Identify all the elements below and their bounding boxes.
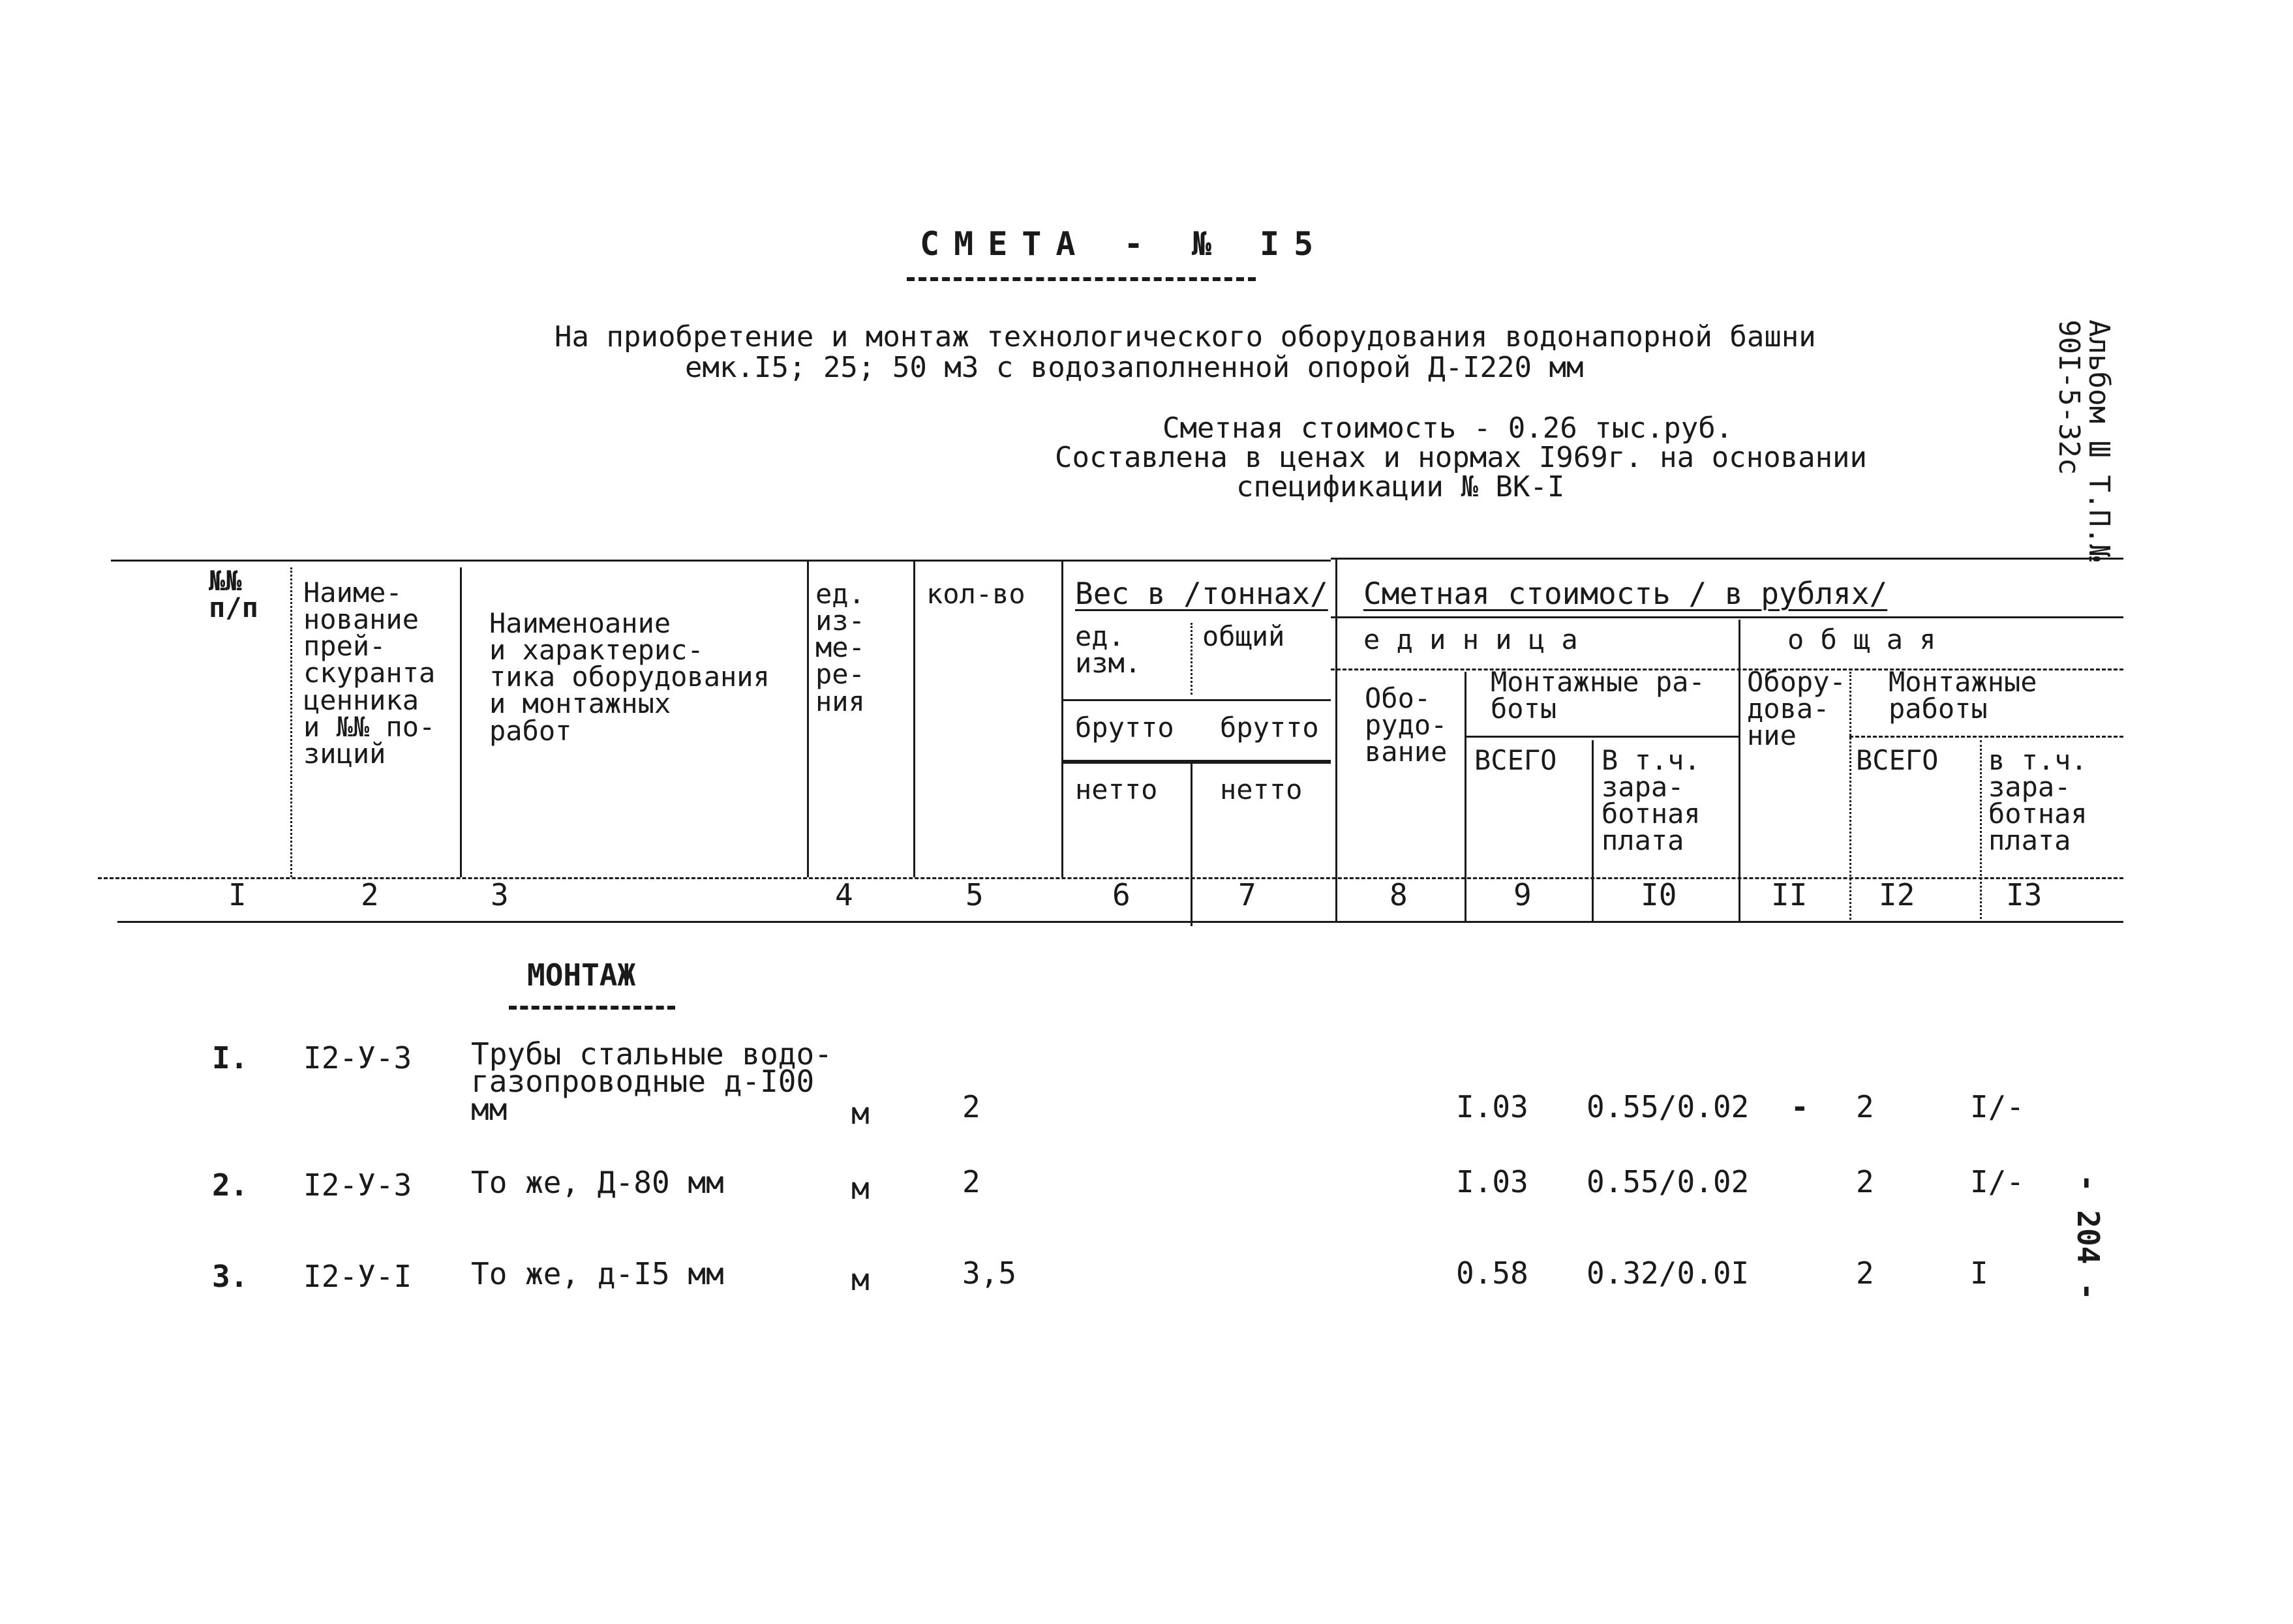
header-pricelist: Наиме- нование прей- скуранта ценника и №№ по- зиций <box>303 577 436 770</box>
col-num-13: I3 <box>2006 877 2042 912</box>
row-2-qty: 2 <box>962 1164 980 1199</box>
page-number: - 204 - <box>2071 1174 2106 1301</box>
row-3-unit: м <box>851 1262 870 1297</box>
album-label-line-1: Альбом Ш Т.П.№ <box>2082 320 2116 562</box>
col-num-5: 5 <box>965 877 984 912</box>
subtitle-line-2: емк.I5; 25; 50 м3 с водозаполненной опорой Д-I220 мм <box>685 351 1584 384</box>
header-weight-unit: ед. изм. <box>1075 620 1142 680</box>
weight-line-2 <box>1063 760 1331 764</box>
row-1-unit: м <box>851 1096 870 1131</box>
vline-11 <box>1849 672 1851 923</box>
row-3-number: 3. <box>212 1259 249 1294</box>
table-top-line <box>111 560 1331 562</box>
header-netto-1: нетто <box>1075 774 1158 805</box>
header-equipment-2: Обору- дова- ние <box>1747 666 1846 752</box>
row-1-name: Трубы стальные водо- газопроводные д-I00 мм <box>471 1036 832 1127</box>
row-2-equipment: I.03 <box>1456 1164 1528 1199</box>
header-all-2: ВСЕГО <box>1856 744 1939 776</box>
header-cost: Сметная стоимость / в рублях/ <box>1363 576 1888 611</box>
weight-line-1 <box>1063 699 1331 701</box>
header-weight-total: общий <box>1202 620 1285 652</box>
header-bottom-line <box>98 877 2123 879</box>
row-1-qty: 2 <box>962 1089 980 1124</box>
header-incl-1: В т.ч. зара- ботная плата <box>1602 744 1701 857</box>
subtitle-line-1: На приобретение и монтаж технологического оборудования водонапорной башни <box>554 320 1816 353</box>
row-2-mounting: 0.55/0.02 <box>1587 1164 1750 1199</box>
vline-9 <box>1592 740 1594 923</box>
row-3-name: То же, д-I5 мм <box>471 1256 724 1291</box>
row-3-general-incl: I <box>1970 1256 1988 1291</box>
basis-line-2: спецификации № ВК-I <box>1236 470 1565 504</box>
col-num-3: 3 <box>491 877 509 912</box>
header-quantity: кол-во <box>926 578 1025 610</box>
col-num-2: 2 <box>361 877 379 912</box>
title-underline <box>907 277 1256 281</box>
row-1-mounting: 0.55/0.02 <box>1587 1089 1750 1124</box>
col-num-10: I0 <box>1641 877 1677 912</box>
vline-3 <box>807 561 809 877</box>
vline-5 <box>1061 561 1063 877</box>
vline-6b <box>1191 763 1192 926</box>
header-name: Наименоание и характерис- тика оборудования и монтажных работ <box>489 607 770 747</box>
vline-4 <box>913 561 915 877</box>
vline-10 <box>1739 620 1740 923</box>
header-number: №№ п/п <box>209 565 258 624</box>
header-unit: ед. из- ме- ре- ния <box>815 578 865 717</box>
header-mounting-2: Монтажные работы <box>1889 666 2037 725</box>
header-cost-general: о б щ а я <box>1787 624 1936 655</box>
album-label <box>2054 320 2114 562</box>
mount1-sub-line <box>1465 736 1739 738</box>
header-brutto-1: брутто <box>1075 712 1174 744</box>
col-num-4: 4 <box>835 877 853 912</box>
vline-2 <box>460 567 462 877</box>
row-3-qty: 3,5 <box>962 1256 1017 1291</box>
header-weight: Вес в /тоннах/ <box>1075 576 1328 611</box>
row-1-dash: - <box>1791 1089 1809 1124</box>
header-mounting-1: Монтажные ра- боты <box>1491 666 1705 725</box>
col-num-1: I <box>228 877 247 912</box>
row-3-mounting: 0.32/0.0I <box>1587 1256 1750 1291</box>
col-num-12: I2 <box>1879 877 1915 912</box>
header-netto-2: нетто <box>1220 774 1303 805</box>
col-num-7: 7 <box>1238 877 1256 912</box>
row-2-general-incl: I/- <box>1970 1164 2025 1199</box>
vline-7 <box>1335 558 1337 923</box>
cost-sub-line <box>1331 616 2123 618</box>
header-equipment-1: Обо- рудо- вание <box>1365 682 1448 768</box>
col-num-6: 6 <box>1112 877 1131 912</box>
header-all-1: ВСЕГО <box>1474 744 1557 776</box>
vline-12 <box>1980 740 1982 923</box>
row-3-general-all: 2 <box>1856 1256 1874 1291</box>
col-num-9: 9 <box>1513 877 1532 912</box>
row-1-general-all: 2 <box>1856 1089 1874 1124</box>
mount2-sub-line <box>1849 736 2123 738</box>
header-brutto-2: брутто <box>1220 712 1319 744</box>
row-3-equipment: 0.58 <box>1456 1256 1528 1291</box>
estimated-cost: Сметная стоимость - 0.26 тыс.руб. <box>1162 412 1733 445</box>
vline-8 <box>1465 672 1466 923</box>
section-title: МОНТАЖ <box>527 957 636 993</box>
row-1-equipment: I.03 <box>1456 1089 1528 1124</box>
row-3-code: I2-У-I <box>303 1259 412 1294</box>
row-1-code: I2-У-3 <box>303 1040 412 1075</box>
row-2-number: 2. <box>212 1167 249 1203</box>
header-cost-unit: е д и н и ц а <box>1363 624 1578 655</box>
table-top-line-right <box>1331 558 2123 560</box>
row-2-general-all: 2 <box>1856 1164 1874 1199</box>
vline-1 <box>290 567 292 877</box>
col-num-11: II <box>1771 877 1808 912</box>
row-1-general-incl: I/- <box>1970 1089 2025 1124</box>
vline-6a <box>1191 623 1192 695</box>
column-number-line <box>117 921 2123 923</box>
album-label-line-2: 90I-5-32с <box>2052 320 2086 475</box>
basis-line-1: Составлена в ценах и нормах I969г. на основании <box>1055 441 1868 474</box>
col-num-8: 8 <box>1389 877 1408 912</box>
row-1-number: I. <box>212 1040 249 1075</box>
row-2-code: I2-У-3 <box>303 1167 412 1203</box>
section-underline <box>509 1006 675 1010</box>
row-2-name: То же, Д-80 мм <box>471 1165 724 1200</box>
document-title: СМЕТА - № I5 <box>920 225 1328 263</box>
row-2-unit: м <box>851 1171 870 1206</box>
header-incl-2: в т.ч. зара- ботная плата <box>1988 744 2088 857</box>
